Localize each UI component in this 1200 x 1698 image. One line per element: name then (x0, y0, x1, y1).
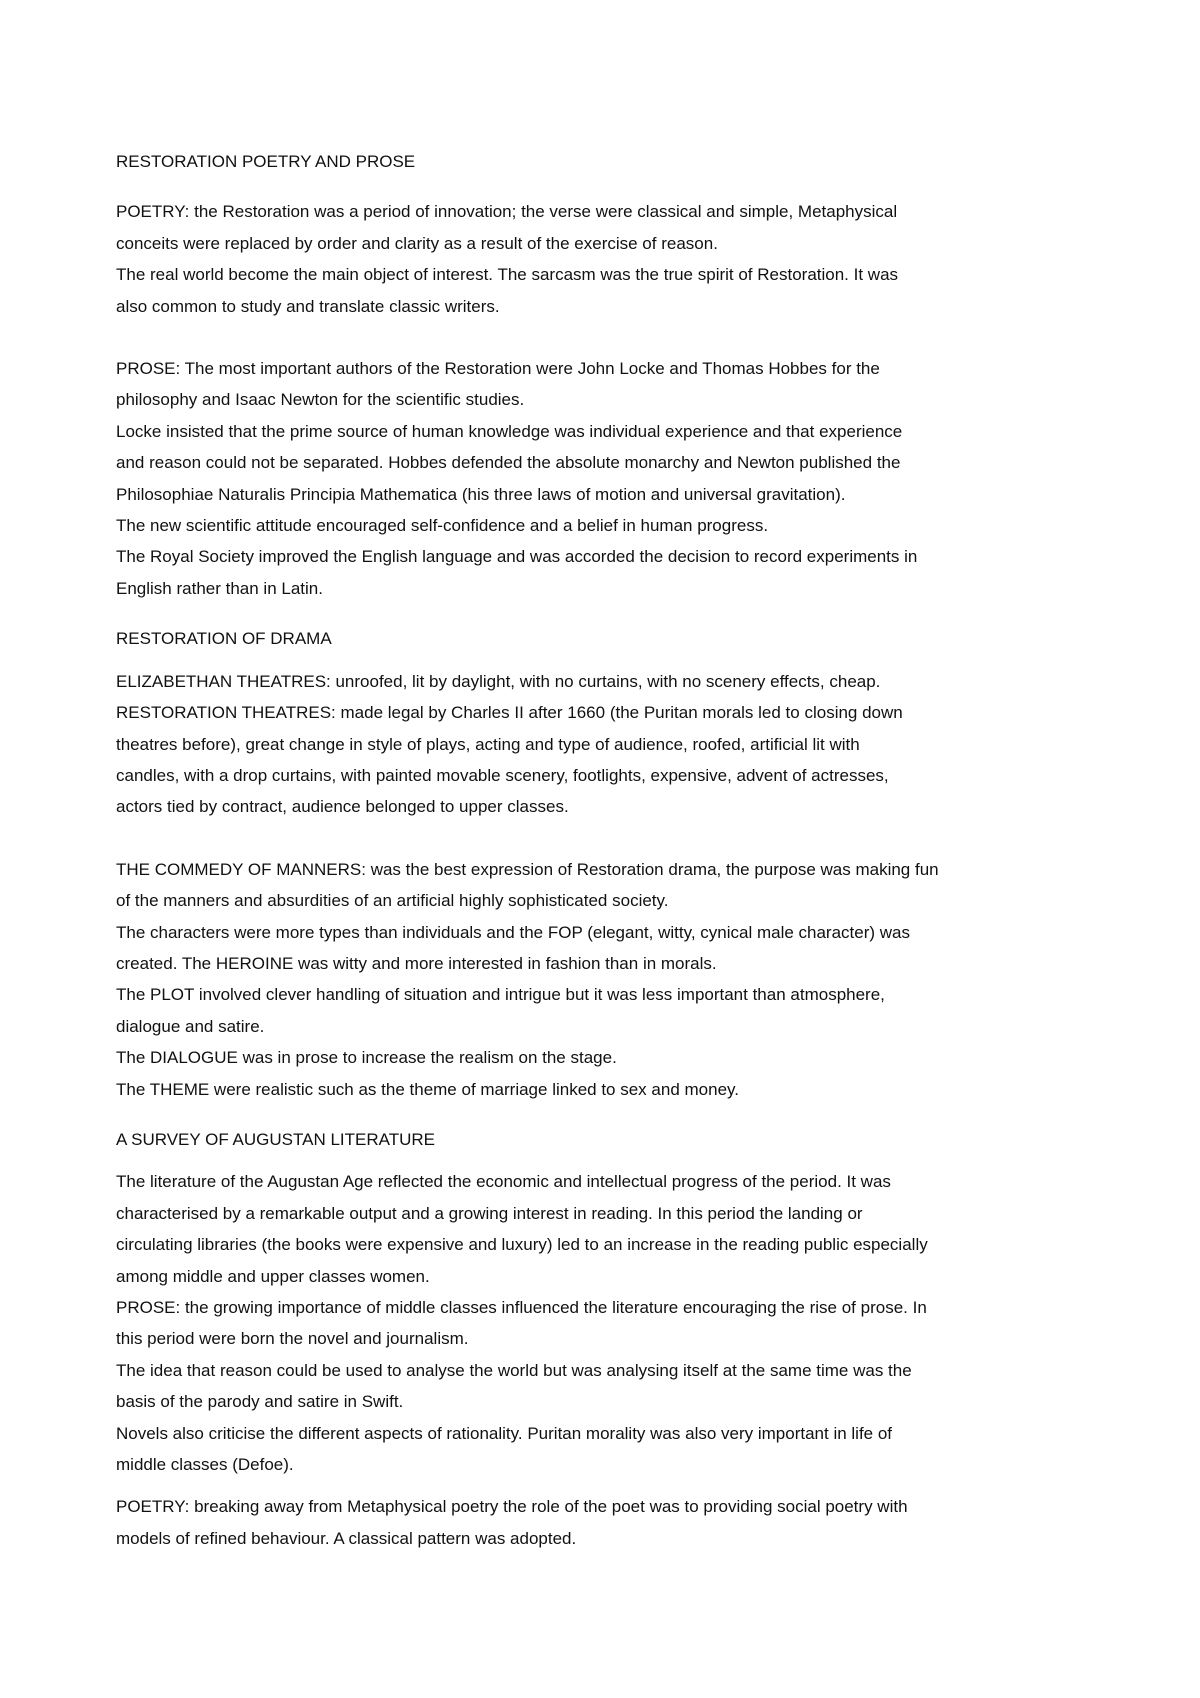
document-body (116, 146, 1096, 1554)
comedy-of-manners-paragraph (116, 854, 1096, 1105)
text-line: English rather than in Latin. (116, 578, 323, 598)
text-line: PROSE: the growing importance of middle classes influenced the literature encouraging the rise of prose. In (116, 1298, 927, 1317)
text-line: middle classes (Defoe). (116, 1455, 294, 1475)
theatres-paragraph (116, 666, 1096, 823)
text-line: POETRY: the Restoration was a period of innovation; the verse were classical and simple, Metaphysical (116, 202, 898, 222)
text-line: dialogue and satire. (116, 1016, 265, 1036)
section-heading-restoration-drama: RESTORATION OF DRAMA (116, 629, 332, 649)
text-line: candles, with a drop curtains, with painted movable scenery, footlights, expensive, advent of actresses, (116, 765, 889, 785)
text-line: Novels also criticise the different aspects of rationality. Puritan morality was also very important in life of (116, 1423, 893, 1443)
text-line: and reason could not be separated. Hobbes defended the absolute monarchy and Newton published the (116, 453, 901, 473)
text-line: The Royal Society improved the English language and was accorded the decision to record experiments in (116, 547, 918, 567)
text-line: The PLOT involved clever handling of situation and intrigue but it was less important than atmosphere, (116, 985, 885, 1005)
text-line: The real world become the main object of interest. The sarcasm was the true spirit of Restoration. It was (116, 265, 899, 285)
text-line: PROSE: The most important authors of the Restoration were John Locke and Thomas Hobbes for the (116, 359, 880, 379)
text-line: ELIZABETHAN THEATRES: unroofed, lit by daylight, with no curtains, with no scenery effects, cheap. (116, 671, 881, 691)
augustan-poetry-paragraph (116, 1491, 1096, 1554)
section-heading-augustan-survey: A SURVEY OF AUGUSTAN LITERATURE (116, 1129, 435, 1149)
text-line: conceits were replaced by order and clarity as a result of the exercise of reason. (116, 233, 718, 253)
prose-paragraph (116, 353, 1096, 604)
text-line: The DIALOGUE was in prose to increase the realism on the stage. (116, 1048, 617, 1068)
text-line: The characters were more types than individuals and the FOP (elegant, witty, cynical male character) was (116, 922, 911, 942)
text-line: Locke insisted that the prime source of human knowledge was individual experience and that experience (116, 421, 903, 441)
text-line: this period were born the novel and journalism. (116, 1329, 469, 1349)
text-line: among middle and upper classes women. (116, 1266, 430, 1286)
text-line: created. The HEROINE was witty and more interested in fashion than in morals. (116, 953, 717, 973)
text-line: characterised by a remarkable output and a growing interest in reading. In this period the landing or (116, 1203, 863, 1223)
text-line: models of refined behaviour. A classical pattern was adopted. (116, 1528, 577, 1548)
text-line: The literature of the Augustan Age reflected the economic and intellectual progress of the period. It was (116, 1172, 891, 1192)
text-line: The THEME were realistic such as the theme of marriage linked to sex and money. (116, 1079, 739, 1099)
poetry-paragraph (116, 196, 1096, 322)
text-line: circulating libraries (the books were expensive and luxury) led to an increase in the reading public especially (116, 1235, 928, 1255)
text-line: The idea that reason could be used to analyse the world but was analysing itself at the same time was the (116, 1360, 912, 1380)
text-line: actors tied by contract, audience belonged to upper classes. (116, 797, 569, 817)
text-line: POETRY: breaking away from Metaphysical poetry the role of the poet was to providing social poetry with (116, 1497, 908, 1517)
text-line: also common to study and translate classic writers. (116, 296, 500, 316)
text-line: basis of the parody and satire in Swift. (116, 1392, 404, 1412)
text-line: Philosophiae Naturalis Principia Mathematica (his three laws of motion and universal gravitation). (116, 484, 846, 504)
text-line: theatres before), great change in style of plays, acting and type of audience, roofed, artificial lit with (116, 734, 860, 754)
text-line: of the manners and absurdities of an artificial highly sophisticated society. (116, 891, 669, 911)
section-heading-restoration-poetry-prose: RESTORATION POETRY AND PROSE (116, 152, 416, 171)
augustan-paragraph (116, 1166, 1096, 1480)
text-line: The new scientific attitude encouraged self-confidence and a belief in human progress. (116, 516, 769, 536)
text-line: philosophy and Isaac Newton for the scientific studies. (116, 390, 525, 410)
text-line: RESTORATION THEATRES: made legal by Charles II after 1660 (the Puritan morals led to closing down (116, 703, 903, 723)
text-line: THE COMMEDY OF MANNERS: was the best expression of Restoration drama, the purpose was making fun (116, 859, 939, 879)
